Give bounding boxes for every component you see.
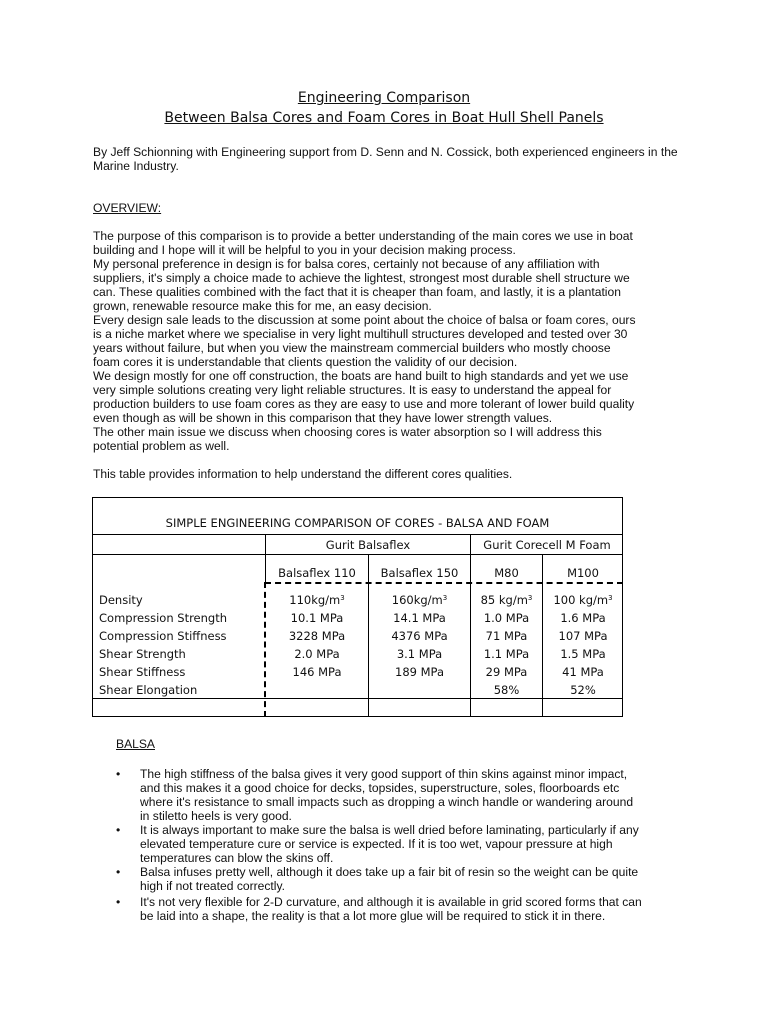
bullet-icon: • — [116, 767, 121, 781]
table-cell: 1.0 MPa — [483, 611, 530, 625]
text-line: grown, renewable resource make this for me, an easy decision. — [93, 299, 432, 313]
bullet-icon: • — [116, 865, 121, 879]
table-cell: 1.6 MPa — [560, 611, 606, 625]
overview-paragraph — [93, 229, 683, 453]
table-cell: 71 MPa — [485, 629, 528, 643]
table-cell: 2.0 MPa — [294, 647, 340, 661]
row-label: Compression Stiffness — [99, 629, 227, 643]
text-line: suppliers, it's simply a choice made to achieve the lightest, strongest most durable shell structure we — [93, 271, 630, 285]
table-cell: $160kg/m^3$ — [391, 593, 448, 607]
text-line: The high stiffness of the balsa gives it very good support of thin skins against minor impact, — [140, 767, 628, 781]
table-cell: 52% — [570, 683, 596, 697]
table-cell: 29 MPa — [485, 665, 528, 679]
table-cell: $110kg/m^3$ — [289, 593, 345, 607]
row-label: Shear Elongation — [99, 683, 198, 697]
text-line: foam cores it is understandable that clients question the validity of our decision. — [93, 355, 518, 369]
overview-heading: OVERVIEW: — [93, 201, 162, 215]
row-label: Density — [99, 593, 143, 607]
table-cell: 58% — [493, 683, 520, 697]
text-line: production builders to use foam cores as they are easy to use and more tolerant of lower build quality — [93, 397, 635, 411]
column-header: Balsaflex 110 — [278, 566, 356, 580]
text-line: The other main issue we discuss when choosing cores is water absorption so I will address this — [93, 425, 602, 439]
table-cell: 85 $kg/m^3$ — [480, 593, 533, 607]
group-header-foam: Gurit Corecell M Foam — [483, 538, 611, 552]
text-line: Every design sale leads to the discussion at some point about the choice of balsa or foam cores, ours — [93, 313, 636, 327]
bullet-icon: • — [116, 895, 121, 909]
text-line: very simple solutions creating very light reliable structures. It is easy to understand the appeal for — [93, 383, 612, 397]
text-line: We design mostly for one off construction, the boats are hand built to high standards and yet we use — [93, 369, 629, 383]
row-label: Shear Stiffness — [99, 665, 186, 679]
table-cell: 41 MPa — [562, 665, 604, 679]
table-cell: 189 MPa — [395, 665, 444, 679]
document-title: Engineering Comparison — [297, 90, 471, 106]
byline: By Jeff Schionning with Engineering support from D. Senn and N. Cossick, both experienced engineers in the Marine Industry. — [93, 145, 678, 173]
table-cell: 100 $kg/m^3$ — [553, 593, 613, 607]
text-line: in stiletto heels is very good. — [140, 809, 292, 823]
table-cell: 107 MPa — [558, 629, 608, 643]
table-cell: 4376 MPa — [391, 629, 448, 643]
column-header: Balsaflex 150 — [380, 566, 459, 580]
text-line: is a niche market where we specialise in very light multihull structures developed and tested over 30 — [93, 327, 628, 341]
table-cell: 1.5 MPa — [560, 647, 606, 661]
row-label: Compression Strength — [99, 611, 228, 625]
text-line: The purpose of this comparison is to provide a better understanding of the main cores we use in boat — [93, 229, 633, 243]
table-rule-dashed — [265, 582, 623, 584]
text-line: be laid into a shape, the reality is that a lot more glue will be required to stick it in there. — [140, 909, 606, 923]
table-cell: 3228 MPa — [288, 629, 346, 643]
text-line: high if not treated correctly. — [140, 879, 285, 893]
table-cell: 3.1 MPa — [396, 647, 443, 661]
table-title: SIMPLE ENGINEERING COMPARISON OF CORES - BALSA AND FOAM — [165, 516, 550, 530]
table-rule — [92, 554, 623, 555]
text-line: It's not very flexible for 2-D curvature, and although it is available in grid scored forms that can — [140, 895, 642, 909]
text-line: It is always important to make sure the balsa is well dried before laminating, particularly if any — [140, 823, 639, 837]
text-line: Balsa infuses pretty well, although it does take up a fair bit of resin so the weight can be quite — [140, 865, 639, 879]
table-intro: This table provides information to help understand the different cores qualities. — [93, 467, 513, 481]
group-header-balsa: Gurit Balsaflex — [325, 538, 411, 552]
table-cell: 1.1 MPa — [483, 647, 530, 661]
table-rule — [92, 698, 623, 699]
column-header: M80 — [494, 566, 519, 580]
table-cell: 10.1 MPa — [290, 611, 344, 625]
text-line: temperatures can blow the skins off. — [140, 851, 334, 865]
table-rule — [92, 534, 623, 535]
text-line: can. These qualities combined with the fact that it is cheaper than foam, and lastly, it is a plantation — [93, 285, 621, 299]
text-line: even though as will be shown in this comparison that they have lower strength values. — [93, 411, 553, 425]
table-cell: 146 MPa — [292, 665, 342, 679]
balsa-heading: BALSA — [116, 737, 155, 751]
text-line: potential problem as well. — [93, 439, 230, 453]
document-subtitle: Between Balsa Cores and Foam Cores in Boat Hull Shell Panels — [164, 110, 604, 126]
column-header: M100 — [567, 566, 599, 580]
text-line: elevated temperature cure or service is expected. If it is too wet, vapour pressure at high — [140, 837, 613, 851]
row-label: Shear Strength — [99, 647, 186, 661]
text-line: building and I hope will it will be helpful to you in your decision making process. — [93, 243, 516, 257]
text-line: where it's resistance to small impacts such as dropping a winch handle or wandering around — [140, 795, 634, 809]
bullet-icon: • — [116, 823, 121, 837]
text-line: and this makes it a good choice for decks, topsides, superstructure, soles, floorboards etc — [140, 781, 620, 795]
text-line: My personal preference in design is for balsa cores, certainly not because of any affiliation with — [93, 257, 600, 271]
table-cell: 14.1 MPa — [393, 611, 446, 625]
text-line: years without failure, but when you view the mainstream commercial builders who mostly choose — [93, 341, 611, 355]
